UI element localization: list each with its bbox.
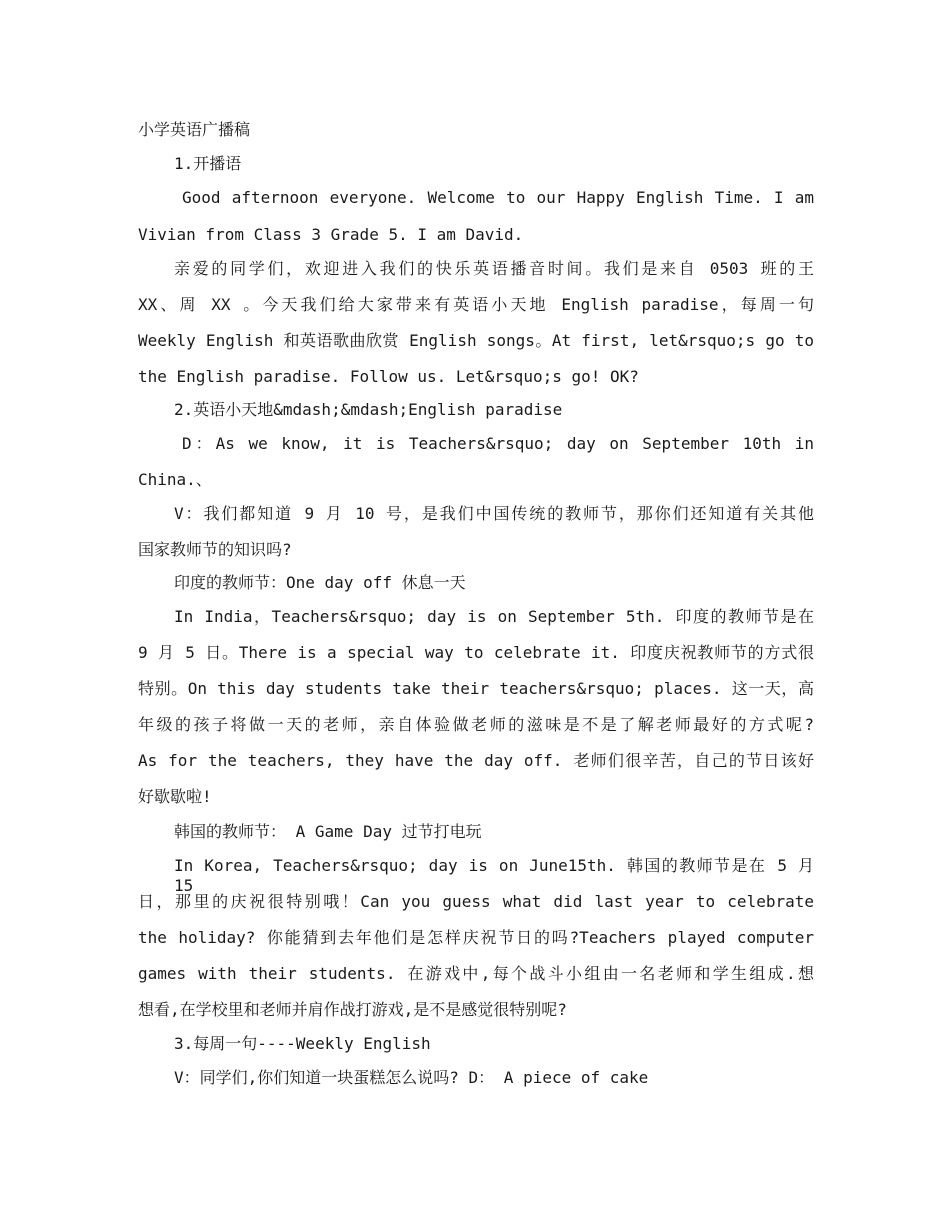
- text-line: Weekly English 和英语歌曲欣赏 English songs。At first, let&rsquo;s go to: [138, 331, 814, 350]
- text-line: As for the teachers, they have the day off. 老师们很辛苦，自己的节日该好: [138, 751, 814, 770]
- text-line: 亲爱的同学们，欢迎进入我们的快乐英语播音时间。我们是来自 0503 班的王: [174, 259, 814, 278]
- text-line: 特别。On this day students take their teachers&rsquo; places. 这一天，高: [138, 679, 814, 698]
- section-heading: 3.每周一句----Weekly English: [174, 1034, 431, 1053]
- text-line: 日，那里的庆祝很特别哦！Can you guess what did last year to celebrate: [138, 892, 814, 911]
- text-line: Good afternoon everyone. Welcome to our Happy English Time. I am: [182, 188, 814, 207]
- text-line: D：As we know, it is Teachers&rsquo; day on September 10th in: [182, 434, 814, 453]
- text-line: the English paradise. Follow us. Let&rsquo;s go! OK?: [138, 367, 639, 386]
- text-line: V：同学们,你们知道一块蛋糕怎么说吗? D： A piece of cake: [174, 1068, 649, 1087]
- section-heading: 1.开播语: [174, 154, 242, 173]
- text-line: 国家教师节的知识吗?: [138, 540, 292, 559]
- subheading: 印度的教师节：One day off 休息一天: [174, 573, 466, 592]
- subheading: 韩国的教师节： A Game Day 过节打电玩: [174, 822, 482, 841]
- text-line: In India，Teachers&rsquo; day is on September 5th. 印度的教师节是在: [174, 607, 814, 626]
- text-line: XX、周 XX 。今天我们给大家带来有英语小天地 English paradise，每周一句: [138, 295, 814, 314]
- text-line: 年级的孩子将做一天的老师，亲自体验做老师的滋味是不是了解老师最好的方式呢?: [138, 715, 814, 734]
- text-line: 想看,在学校里和老师并肩作战打游戏,是不是感觉很特别呢?: [138, 1000, 567, 1019]
- text-line: V：我们都知道 9 月 10 号，是我们中国传统的教师节，那你们还知道有关其他: [174, 504, 814, 523]
- text-line: 好歇歇啦!: [138, 787, 212, 806]
- text-line: games with their students. 在游戏中,每个战斗小组由一名老师和学生组成.想: [138, 964, 814, 983]
- text-line: In Korea, Teachers&rsquo; day is on June15th. 韩国的教师节是在 5 月 15: [174, 856, 814, 895]
- text-line: the holiday? 你能猜到去年他们是怎样庆祝节日的吗?Teachers played computer: [138, 928, 814, 947]
- document-title: 小学英语广播稿: [138, 120, 251, 139]
- text-line: China.、: [138, 470, 212, 489]
- text-line: Vivian from Class 3 Grade 5. I am David.: [138, 225, 524, 244]
- section-heading: 2.英语小天地&mdash;&mdash;English paradise: [174, 400, 563, 419]
- text-line: 9 月 5 日。There is a special way to celebrate it. 印度庆祝教师节的方式很: [138, 643, 814, 662]
